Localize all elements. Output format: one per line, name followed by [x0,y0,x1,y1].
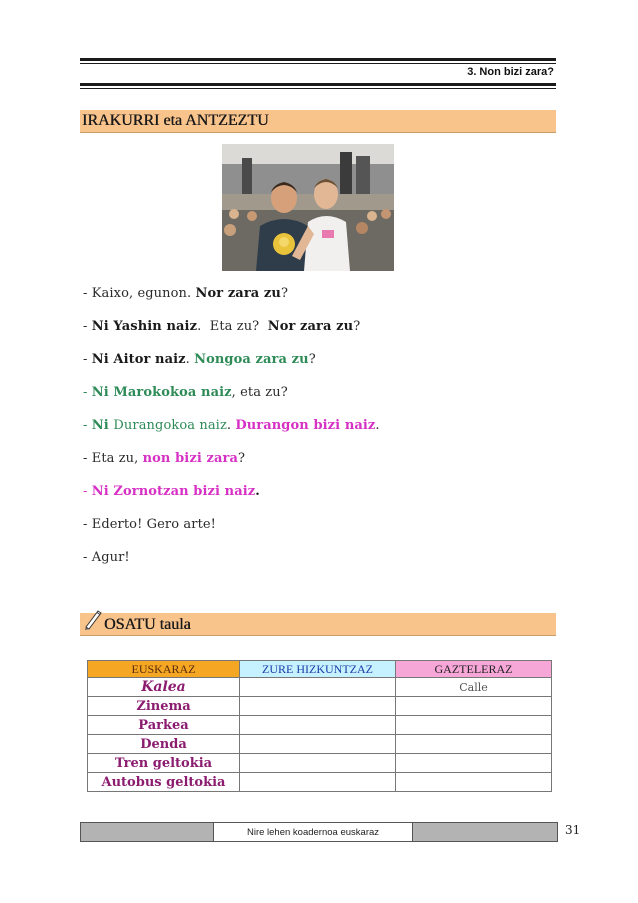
dialogue-segment: , eta zu? [231,385,288,400]
dialogue-segment: . [255,484,260,499]
column-header-zure-hizkuntzaz: ZURE HIZKUNTZAZ [240,661,396,678]
cell-zure-hizkuntzaz[interactable] [240,716,396,735]
dialogue-segment: ? [353,319,361,334]
dialogue-segment: - Ederto! Gero arte! [83,517,217,532]
dialogue-line [83,317,553,350]
section-read-bar [80,110,556,133]
dialogue-segment: Nor zara zu [267,319,354,334]
cell-euskaraz: Tren geltokia [88,754,240,773]
dialogue-line [83,416,553,449]
dialogue-segment: Nor zara zu [195,286,281,301]
cell-gazteleraz[interactable] [396,754,552,773]
dialogue-segment: Ni Yashin naiz [91,319,198,334]
table-row [88,716,552,735]
dialogue-segment: - Agur! [83,550,130,565]
header-rule-mid [80,63,556,64]
table-header-row [88,661,552,678]
dialogue-segment: Durangokoa naiz [113,418,227,433]
dialogue-line [83,383,553,416]
dialogue [83,284,553,581]
cell-gazteleraz[interactable] [396,773,552,792]
dialogue-segment: . [226,418,236,433]
table-row [88,754,552,773]
cell-gazteleraz[interactable] [396,697,552,716]
dialogue-segment: . [185,352,195,367]
cell-euskaraz: Autobus geltokia [88,773,240,792]
section-read-title: IRAKURRI eta ANTZEZTU [82,112,269,129]
dialogue-segment: Ni Aitor naiz [91,352,186,367]
cell-zure-hizkuntzaz[interactable] [240,754,396,773]
footer-text: Nire lehen koadernoa euskaraz [213,823,413,841]
table-row [88,697,552,716]
page-footer [80,822,558,842]
cell-gazteleraz[interactable] [396,716,552,735]
dialogue-line [83,482,553,515]
cell-euskaraz: Zinema [88,697,240,716]
dialogue-segment: - [83,484,92,499]
dialogue-segment: ? [280,286,289,301]
cell-zure-hizkuntzaz[interactable] [240,735,396,754]
cell-zure-hizkuntzaz[interactable] [240,773,396,792]
dialogue-segment: - [83,319,92,334]
cell-gazteleraz: Calle [396,678,552,697]
section-fill-title: OSATU taula [104,616,191,633]
cell-gazteleraz[interactable] [396,735,552,754]
dialogue-line [83,515,553,548]
two-boys-photo [222,144,394,271]
dialogue-line [83,449,553,482]
section-fill-bar [80,613,556,636]
header-rule-top [80,58,556,61]
cell-euskaraz: Kalea [88,678,240,697]
column-header-euskaraz: EUSKARAZ [88,661,240,678]
column-header-gazteleraz: GAZTELERAZ [396,661,552,678]
pencil-icon [82,607,104,635]
footer-grey-left [81,823,213,841]
dialogue-segment: Ni [91,418,114,433]
page-number: 31 [565,823,581,837]
dialogue-segment: - [83,385,92,400]
table-row [88,773,552,792]
vocabulary-table [87,660,552,792]
cell-euskaraz: Parkea [88,716,240,735]
dialogue-segment: Nongoa zara zu [194,352,309,367]
footer-grey-right [413,823,557,841]
dialogue-line [83,284,553,317]
dialogue-segment: - [83,352,92,367]
header-rule-bottom [80,83,556,86]
cell-euskaraz: Denda [88,735,240,754]
cell-zure-hizkuntzaz[interactable] [240,678,396,697]
dialogue-segment: - Eta zu, [83,451,143,466]
dialogue-segment: ? [237,451,246,466]
dialogue-segment: non bizi zara [142,451,238,466]
dialogue-segment: Ni Zornotzan bizi naiz [91,484,256,499]
dialogue-segment: ? [308,352,316,367]
dialogue-segment: - [83,418,92,433]
cell-zure-hizkuntzaz[interactable] [240,697,396,716]
dialogue-segment: . [375,418,380,433]
dialogue-segment: - Kaixo, egunon. [83,286,196,301]
dialogue-line [83,548,553,581]
page-header-title: 3. Non bizi zara? [467,66,554,78]
dialogue-line [83,350,553,383]
table-row [88,678,552,697]
dialogue-segment: Ni Marokokoa naiz [91,385,232,400]
table-row [88,735,552,754]
dialogue-segment: . Eta zu? [197,319,268,334]
header-rule-bottom-thin [80,88,556,89]
dialogue-segment: Durangon bizi naiz [235,418,376,433]
